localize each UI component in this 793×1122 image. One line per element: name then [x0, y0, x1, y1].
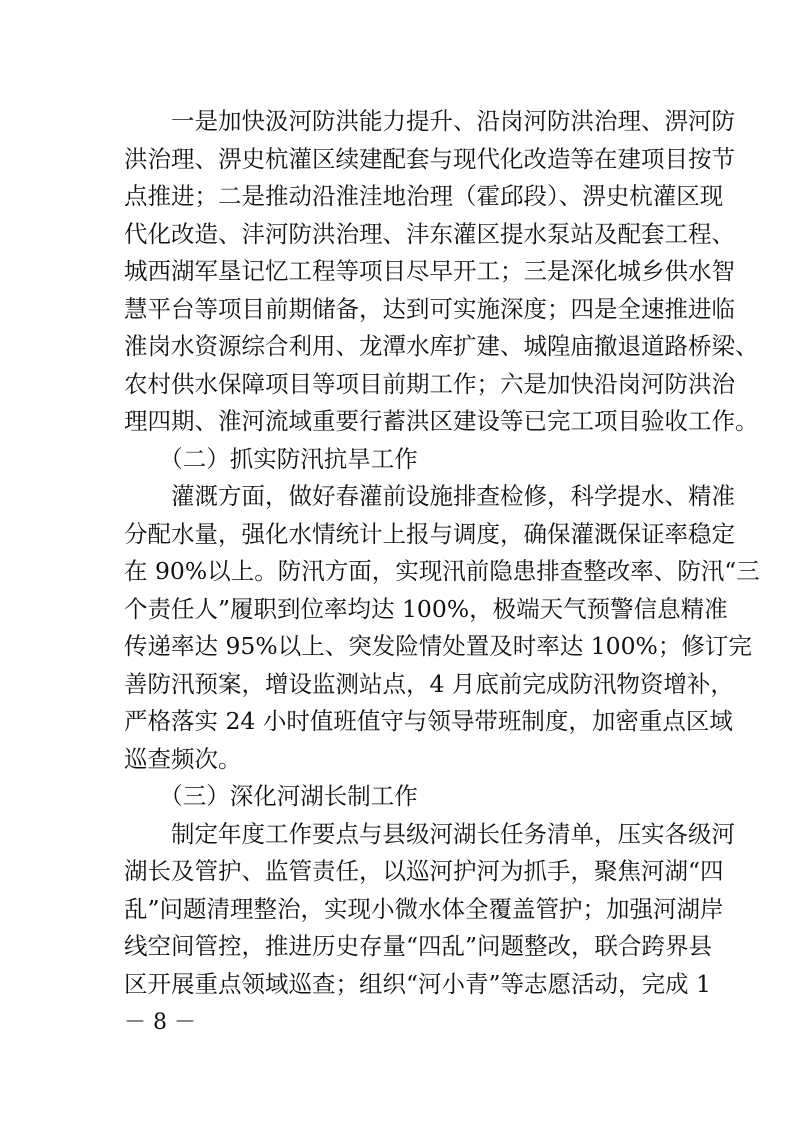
section-heading: （二）抓实防汛抗旱工作: [124, 444, 418, 473]
text-line: 洪治理、淠史杭灌区续建配套与现代化改造等在建项目按节: [124, 144, 735, 173]
text-line: 巡查频次。: [124, 744, 242, 773]
text-line: 灌溉方面，做好春灌前设施排查检修，科学提水、精准: [124, 482, 735, 510]
text-line: 城西湖军垦记忆工程等项目尽早开工；三是深化城乡供水智: [124, 257, 735, 285]
text-line: 慧平台等项目前期储备，达到可实施深度；四是全速推进临: [124, 294, 735, 323]
section-heading: （三）深化河湖长制工作: [124, 782, 418, 810]
text-line: 线空间管控，推进历史存量“四乱”问题整改，联合跨界县: [124, 932, 713, 960]
text-line: 分配水量，强化水情统计上报与调度，确保灌溉保证率稳定: [124, 519, 735, 548]
text-line: 善防汛预案，增设监测站点，4 月底前完成防汛物资增补，: [124, 669, 734, 698]
text-line: 区开展重点领域巡查；组织“河小青”等志愿活动，完成 1: [124, 969, 711, 998]
text-line: 制定年度工作要点与县级河湖长任务清单，压实各级河: [124, 819, 735, 848]
text-line: 理四期、淮河流域重要行蓄洪区建设等已完工项目验收工作。: [124, 407, 759, 435]
text-line: 一是加快汲河防洪能力提升、沿岗河防洪治理、淠河防: [124, 107, 735, 135]
text-line: 在 90%以上。防汛方面，实现汛前隐患排查整改率、防汛“三: [124, 557, 760, 585]
text-line: 传递率达 95%以上、突发险情处置及时率达 100%；修订完: [124, 632, 752, 660]
text-line: 农村供水保障项目等项目前期工作；六是加快沿岗河防洪治: [124, 369, 735, 398]
text-line: 个责任人”履职到位率均达 100%，极端天气预警信息精准: [124, 594, 728, 623]
text-line: 湖长及管护、监管责任，以巡河护河为抓手，聚焦河湖“四: [124, 857, 724, 885]
text-line: 乱”问题清理整治，实现小微水体全覆盖管护；加强河湖岸: [124, 894, 724, 923]
page-number: － 8 －: [124, 1010, 196, 1035]
text-line: 点推进；二是推动沿淮洼地治理（霍邱段）、淠史杭灌区现: [124, 182, 724, 210]
text-line: 淮岗水资源综合利用、龙潭水库扩建、城隍庙撤退道路桥梁、: [124, 332, 759, 360]
text-line: 代化改造、沣河防洪治理、沣东灌区提水泵站及配套工程、: [124, 219, 735, 248]
text-line: 严格落实 24 小时值班值守与领导带班制度，加密重点区域: [124, 707, 733, 735]
